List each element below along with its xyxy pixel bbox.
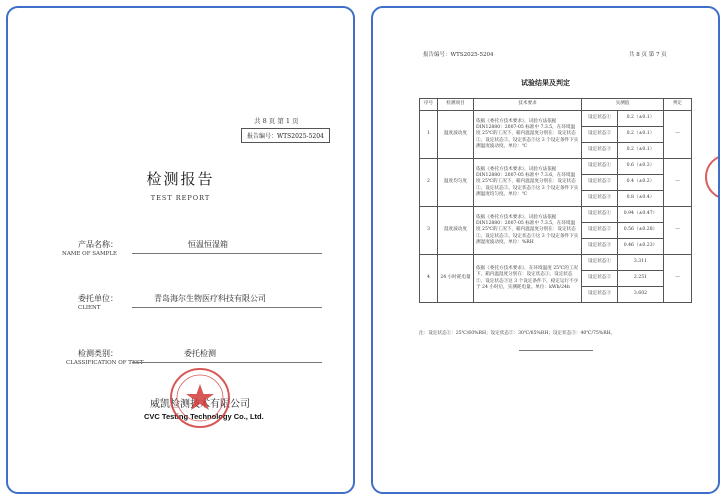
row-no: 4 xyxy=(420,255,438,303)
row-state: 设定状态③ xyxy=(582,143,618,159)
company-name-en: CVC Testing Technology Co., Ltd. xyxy=(144,412,264,421)
row-value: 3.311 xyxy=(618,255,664,271)
classification-label: 检测类别： xyxy=(78,349,118,358)
row-state: 设定状态② xyxy=(582,271,618,287)
table-header-row xyxy=(420,99,692,111)
seal-star-icon xyxy=(172,370,228,426)
row-item: 温度波动度 xyxy=(438,111,474,159)
results-page[interactable] xyxy=(371,6,720,494)
row-value: 0.6（±0.3） xyxy=(618,159,664,175)
results-report-number: 报告编号：WTS2025-5204 xyxy=(423,52,494,58)
row-state: 设定状态③ xyxy=(582,287,618,303)
sample-name-value: 恒温恒湿箱 xyxy=(188,240,228,249)
row-value: 0.94（±0.47） xyxy=(618,207,664,223)
report-title-en: TEST REPORT xyxy=(150,194,211,202)
row-item: 湿度波动度 xyxy=(438,207,474,255)
row-state: 设定状态② xyxy=(582,223,618,239)
table-row xyxy=(420,207,692,223)
row-state: 设定状态① xyxy=(582,111,618,127)
row-requirement: 依据《委托方技术要求》，试验方法依据DIN12880：2007-05 标准中 7.3.6，在环境温度 25℃的工况下，箱内温湿度分别在：设定状态①、设定状态②、设定状态③这 3 个设定条件下实测温度均匀度。单位：℃ xyxy=(474,159,582,207)
header-measured: 实测值 xyxy=(582,99,664,111)
report-cover-page[interactable] xyxy=(6,6,355,494)
edge-seal xyxy=(705,154,720,200)
client-label-en: CLIENT xyxy=(78,305,101,311)
row-value: 0.8（±0.4） xyxy=(618,191,664,207)
header-no: 序号 xyxy=(420,99,438,111)
row-value: 0.56（±0.28） xyxy=(618,223,664,239)
official-seal xyxy=(170,368,230,428)
table-row xyxy=(420,111,692,127)
results-title: 试验结果及判定 xyxy=(521,78,570,87)
row-value: 0.2（±0.1） xyxy=(618,143,664,159)
seal-star-icon xyxy=(707,156,720,198)
row-requirement: 依据《委托方技术要求》，试验方法依据DIN12880：2007-05 标准中 7.3.5，在环境温度 25℃的工况下，箱内温湿度分别在：设定状态①、设定状态②、设定状态③这 3 个设定条件下实测湿度波动度。单位：%RH xyxy=(474,207,582,255)
row-item: 24 小时耗电量 xyxy=(438,255,474,303)
row-no: 3 xyxy=(420,207,438,255)
table-row xyxy=(420,255,692,271)
header-verdict: 判定 xyxy=(664,99,692,111)
row-value: 0.2（±0.1） xyxy=(618,111,664,127)
page-number: 共 8 页 第 1 页 xyxy=(254,117,299,125)
header-requirement: 技术要求 xyxy=(474,99,582,111)
report-number-box: 报告编号：WTS2025-5204 xyxy=(241,128,330,143)
results-table xyxy=(419,98,692,303)
row-verdict: — xyxy=(664,111,692,159)
classification-underline xyxy=(132,362,322,363)
results-page-number: 共 8 页 第 7 页 xyxy=(629,52,667,58)
row-requirement: 依据《委托方技术要求》，在环境温度 25℃的工况下，箱内温湿度分别在：设定状态①、设定状态②、设定状态③这 3 个设定条件下，稳定运行不少于 24 小时后，实测耗电量。单位：kWh/24h xyxy=(474,255,582,303)
row-state: 设定状态③ xyxy=(582,239,618,255)
client-label: 委托单位： xyxy=(78,294,118,303)
row-verdict: — xyxy=(664,207,692,255)
classification-label-en: CLASSIFICATION OF TEST xyxy=(66,360,144,366)
sample-name-label: 产品名称： xyxy=(78,240,118,249)
header-item: 检测项目 xyxy=(438,99,474,111)
row-item: 温度均匀度 xyxy=(438,159,474,207)
classification-value: 委托检测 xyxy=(184,349,216,358)
client-value: 青岛海尔生物医疗科技有限公司 xyxy=(154,294,266,303)
table-footnote: 注：设定状态①：25℃/60%RH；设定状态②：30℃/65%RH；设定状态③：40℃/75%RH。 xyxy=(419,331,616,336)
table-row xyxy=(420,159,692,175)
row-value: 0.2（±0.1） xyxy=(618,127,664,143)
end-of-table-rule xyxy=(519,350,593,351)
row-no: 1 xyxy=(420,111,438,159)
row-no: 2 xyxy=(420,159,438,207)
row-value: 0.4（±0.2） xyxy=(618,175,664,191)
row-state: 设定状态① xyxy=(582,207,618,223)
row-state: 设定状态② xyxy=(582,127,618,143)
row-state: 设定状态① xyxy=(582,255,618,271)
sample-name-label-en: NAME OF SAMPLE xyxy=(62,251,117,257)
row-value: 0.46（±0.23） xyxy=(618,239,664,255)
company-name-cn: 威凯检测技术有限公司 xyxy=(150,399,250,410)
row-state: 设定状态① xyxy=(582,159,618,175)
row-state: 设定状态③ xyxy=(582,191,618,207)
client-underline xyxy=(132,307,322,308)
sample-name-underline xyxy=(132,253,322,254)
row-requirement: 依据《委托方技术要求》，试验方法依据DIN12880：2007-05 标准中 7.3.5，在环境温度 25℃的工况下，箱内温湿度分别在：设定状态①、设定状态②、设定状态③这 3 个设定条件下实测温度波动度。单位：℃ xyxy=(474,111,582,159)
report-title: 检测报告 xyxy=(146,170,215,188)
row-state: 设定状态② xyxy=(582,175,618,191)
row-verdict: — xyxy=(664,255,692,303)
row-value: 2.251 xyxy=(618,271,664,287)
row-value: 3.602 xyxy=(618,287,664,303)
row-verdict: — xyxy=(664,159,692,207)
